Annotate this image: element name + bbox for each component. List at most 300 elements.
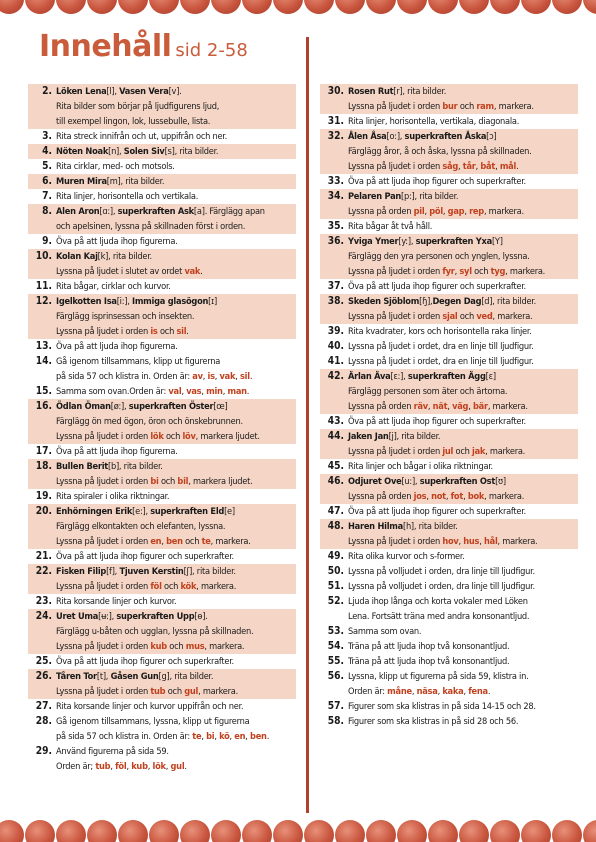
toc-entry (320, 564, 578, 579)
entry-line (348, 174, 576, 189)
highlight-word: tub (150, 686, 166, 697)
scallop-ball (118, 820, 148, 842)
highlight-word: ben (250, 731, 267, 742)
entry-text (348, 234, 576, 279)
figure-name: superkraften Ost (419, 476, 496, 487)
entry-text (348, 459, 576, 474)
entry-text (348, 279, 576, 294)
entry-number: 31. (327, 116, 344, 127)
entry-number: 33. (327, 176, 344, 187)
entry-number: 42. (327, 371, 344, 382)
highlight-word: kök (180, 581, 197, 592)
entry-line (56, 354, 294, 369)
figure-name: superkraften Åska (404, 131, 487, 142)
highlight-word: bok (467, 491, 485, 502)
text-segment: Färglägg elkontakten och elefanten, lyssna. (56, 521, 226, 532)
entry-number: 2. (42, 86, 52, 97)
text-segment: Rita bilder som börjar på ljudfigurens ljud, (56, 101, 220, 112)
text-segment: , markera. (210, 536, 251, 547)
entry-text (348, 429, 576, 459)
entry-line (348, 669, 576, 684)
highlight-word: gap (447, 206, 465, 217)
entry-line (56, 114, 294, 129)
entry-number: 34. (327, 191, 344, 202)
entry-text (348, 564, 576, 579)
entry-line (56, 264, 294, 279)
highlight-word: jos (413, 491, 427, 502)
text-segment: , (468, 401, 473, 412)
text-segment: , (110, 761, 116, 772)
highlight-word: löv (182, 431, 196, 442)
entry-line (348, 279, 576, 294)
highlight-word: is (207, 371, 215, 382)
entry-text (348, 324, 576, 339)
text-segment: Öva på att ljuda ihop figurerna. (56, 341, 178, 352)
entry-line (56, 474, 294, 489)
toc-entry (320, 339, 578, 354)
highlight-word: pöl (429, 206, 443, 217)
toc-entry (28, 384, 296, 399)
text-segment: Rita korsande linjer och kurvor uppifrån och ner. (56, 701, 244, 712)
toc-entry (320, 279, 578, 294)
entry-number: 16. (35, 401, 52, 412)
text-segment: och (165, 686, 185, 697)
text-segment: Rita cirklar, med- och motsols. (56, 161, 175, 172)
entry-line (348, 384, 576, 399)
entry-line (348, 429, 576, 444)
scallop-ball (273, 0, 303, 14)
text-segment: och (182, 536, 202, 547)
text-segment: på sida 57 och klistra in. Orden är: (56, 371, 193, 382)
entry-line (348, 219, 576, 234)
toc-entry (320, 219, 578, 234)
toc-entry (28, 459, 296, 489)
scallop-ball (521, 820, 551, 842)
text-segment: , (458, 161, 463, 172)
entry-text (56, 159, 294, 174)
entry-number: 12. (35, 296, 52, 307)
text-segment: Lyssna på ljudet i slutet av ordet (56, 266, 185, 277)
toc-entry (320, 669, 578, 699)
entry-text (56, 279, 294, 294)
scallop-ball (0, 0, 24, 14)
highlight-word: min (206, 386, 223, 397)
entry-line (56, 504, 294, 519)
figure-name: Bullen Berit (56, 461, 108, 472)
text-segment: , (245, 731, 251, 742)
figure-name: Degen Dag (432, 296, 482, 307)
text-segment: . (186, 326, 189, 337)
entry-text (56, 189, 294, 204)
entry-text (56, 339, 294, 354)
entry-line (348, 654, 576, 669)
entry-text (348, 84, 576, 114)
highlight-word: föl (115, 761, 127, 772)
entry-number: 43. (327, 416, 344, 427)
entry-text (56, 489, 294, 504)
toc-entry (28, 654, 296, 669)
figure-name: Nöten Noak (56, 146, 109, 157)
entry-line (56, 669, 294, 684)
scallop-ball (25, 0, 55, 14)
text-segment: [n], (108, 146, 124, 157)
entry-number: 8. (42, 206, 52, 217)
highlight-word: bi (150, 476, 159, 487)
highlight-word: man (227, 386, 247, 397)
text-segment: . (487, 686, 491, 697)
text-segment: , (126, 761, 132, 772)
toc-entry (320, 504, 578, 519)
highlight-word: kub (131, 761, 148, 772)
highlight-word: vak (184, 266, 201, 277)
entry-number: 4. (42, 146, 52, 157)
text-segment: [f], (106, 566, 120, 577)
entry-text (348, 714, 576, 729)
text-segment: Lyssna på ljudet i orden (348, 101, 443, 112)
figure-name: Jaken Jan (348, 431, 389, 442)
text-segment: [y:], (398, 236, 416, 247)
text-segment: [m], rita bilder. (106, 176, 165, 187)
entry-number: 52. (327, 596, 344, 607)
highlight-word: lök (152, 761, 166, 772)
highlight-word: tub (95, 761, 111, 772)
toc-entry (320, 459, 578, 474)
text-segment: Lyssna på orden (348, 206, 414, 217)
highlight-word: båt (480, 161, 496, 172)
entry-number: 18. (35, 461, 52, 472)
toc-entry (320, 174, 578, 189)
text-segment: och (453, 446, 472, 457)
text-segment: , (222, 386, 228, 397)
entry-line (56, 609, 294, 624)
entry-text (348, 354, 576, 369)
text-segment: Lyssna på ljudet i orden (56, 476, 151, 487)
highlight-word: sjal (442, 311, 458, 322)
text-segment: [ʃ], rita bilder. (183, 566, 236, 577)
text-segment: [o:], (386, 131, 405, 142)
entry-line (348, 534, 576, 549)
scallop-ball (242, 0, 272, 14)
entry-line (56, 249, 294, 264)
highlight-word: kaka (442, 686, 464, 697)
text-segment: Samma som ovan. (348, 626, 422, 637)
entry-text (348, 504, 576, 519)
text-segment: Gå igenom tillsammans, lyssna, klipp ut figurerna (56, 716, 250, 727)
highlight-word: kö (219, 731, 230, 742)
text-segment: [ɵ]. (194, 611, 208, 622)
highlight-word: hov (442, 536, 459, 547)
figure-name: Uret Uma (56, 611, 99, 622)
figure-name: Pelaren Pan (348, 191, 402, 202)
toc-entry (320, 624, 578, 639)
text-segment: , (458, 536, 464, 547)
entry-line (348, 144, 576, 159)
entry-text (56, 144, 294, 159)
entry-number: 25. (35, 656, 52, 667)
text-segment: , (464, 206, 470, 217)
text-segment: . (249, 371, 253, 382)
scallop-ball (552, 820, 582, 842)
text-segment: , markera. (492, 311, 533, 322)
text-segment: [ɛ] (485, 371, 496, 382)
text-segment: , (447, 401, 453, 412)
entry-text (56, 654, 294, 669)
text-segment: Lyssna på orden (348, 491, 414, 502)
text-segment: , (411, 686, 417, 697)
highlight-word: en (234, 731, 246, 742)
entry-line (348, 519, 576, 534)
text-segment: , (201, 731, 207, 742)
text-segment: . (516, 161, 519, 172)
entry-text (56, 609, 294, 654)
entry-line (56, 564, 294, 579)
text-segment: [a]. Färglägg apan (193, 206, 265, 217)
entry-text (56, 354, 294, 384)
highlight-word: ben (166, 536, 183, 547)
entry-text (348, 654, 576, 669)
entry-line (348, 609, 576, 624)
text-segment: Rita linjer, horisontella, vertikala, diagonala. (348, 116, 520, 127)
entry-line (56, 639, 294, 654)
text-segment: och (471, 266, 491, 277)
entry-line (348, 624, 576, 639)
text-segment: Öva på att ljuda ihop figurer och superkrafter. (348, 416, 526, 427)
toc-entry (320, 474, 578, 504)
toc-right-column (320, 84, 578, 729)
highlight-word: sil (239, 371, 250, 382)
scallop-ball (304, 820, 334, 842)
highlight-word: mus (185, 641, 205, 652)
toc-entry (28, 249, 296, 279)
text-segment: Lyssna på ljudet i orden (348, 266, 443, 277)
figure-name: Odjuret Ove (348, 476, 402, 487)
figure-name: superkraften Yxa (415, 236, 492, 247)
text-segment: och (457, 311, 477, 322)
text-segment: Öva på att ljuda ihop figurer och superkrafter. (348, 176, 526, 187)
entry-line (348, 474, 576, 489)
highlight-word: bur (442, 101, 458, 112)
text-segment: [g], rita bilder. (158, 671, 214, 682)
text-segment: och (157, 326, 177, 337)
figure-name: Fisken Filip (56, 566, 107, 577)
figure-name: Skeden Sjöblom (348, 296, 420, 307)
figure-name: Vasen Vera (119, 86, 169, 97)
text-segment: , (479, 536, 484, 547)
toc-entry (320, 234, 578, 279)
toc-entry (320, 654, 578, 669)
toc-entry (320, 294, 578, 324)
toc-entry (28, 159, 296, 174)
entry-line (56, 489, 294, 504)
highlight-word: av (192, 371, 203, 382)
toc-entry (320, 714, 578, 729)
text-segment: Lyssna på orden (348, 401, 414, 412)
text-segment: Öva på att ljuda ihop figurer och superkrafter. (348, 281, 526, 292)
figure-name: Rosen Rut (348, 86, 394, 97)
text-segment: , markera. (196, 581, 237, 592)
text-segment: , (235, 371, 240, 382)
text-segment: Färglägg u-båten och ugglan, lyssna på skillnaden. (56, 626, 254, 637)
entry-line (348, 129, 576, 144)
text-segment: , markera. (484, 491, 525, 502)
scallop-ball (25, 820, 55, 842)
highlight-word: tår (462, 161, 476, 172)
entry-number: 41. (327, 356, 344, 367)
highlight-word: mål (499, 161, 517, 172)
toc-entry (28, 174, 296, 189)
scallop-ball (304, 0, 334, 14)
entry-line (56, 189, 294, 204)
text-segment: [e:], (132, 506, 151, 517)
highlight-word: bär (472, 401, 488, 412)
toc-entry (320, 579, 578, 594)
text-segment: , (165, 761, 171, 772)
scallop-ball (459, 0, 489, 14)
entry-number: 11. (35, 281, 52, 292)
scallop-ball (180, 0, 210, 14)
entry-number: 49. (327, 551, 344, 562)
scallop-ball (87, 820, 117, 842)
scallop-ball (366, 820, 396, 842)
entry-number: 21. (35, 551, 52, 562)
entry-line (56, 99, 294, 114)
entry-line (56, 729, 294, 744)
highlight-word: räv (413, 401, 428, 412)
figure-name: Solen Siv (123, 146, 165, 157)
entry-number: 48. (327, 521, 344, 532)
text-segment: , markera. (198, 686, 238, 697)
text-segment: , markera. (493, 101, 534, 112)
text-segment: Figurer som ska klistras in på sida 14-15 och 28. (348, 701, 536, 712)
entry-number: 44. (327, 431, 344, 442)
entry-line (56, 294, 294, 309)
entry-text (348, 114, 576, 129)
text-segment: Lyssna på ljudet i orden (56, 686, 151, 697)
figure-name: Kolan Kaj (56, 251, 98, 262)
highlight-word: jak (471, 446, 486, 457)
text-segment: Lyssna på ljudet i orden (348, 446, 443, 457)
text-segment: Lyssna på ljudet i orden (56, 536, 151, 547)
highlight-word: fena (468, 686, 488, 697)
scallop-ball (335, 0, 365, 14)
text-segment: , (424, 206, 430, 217)
text-segment: Öva på att ljuda ihop figurerna. (56, 236, 178, 247)
entry-line (56, 579, 294, 594)
highlight-word: kub (150, 641, 167, 652)
scallop-ball (397, 820, 427, 842)
scallop-ball (335, 820, 365, 842)
entry-number: 38. (327, 296, 344, 307)
text-segment: , markera. (497, 536, 538, 547)
text-segment: Lyssna på volljudet i orden, dra linje till ljudfigur. (348, 566, 535, 577)
highlight-word: tyg (490, 266, 506, 277)
text-segment: Lena. Fortsätt träna med andra konsonantljud. (348, 611, 530, 622)
highlight-word: ram (476, 101, 494, 112)
toc-entry (320, 84, 578, 114)
text-segment: och (161, 581, 181, 592)
text-segment: på sida 57 och klistra in. Orden är: (56, 731, 193, 742)
entry-line (348, 564, 576, 579)
highlight-word: rep (469, 206, 484, 217)
text-segment: Lyssna på ljudet i ordet, dra en linje till ljudfigur. (348, 356, 534, 367)
text-segment: Lyssna på ljudet i orden (56, 326, 151, 337)
entry-number: 51. (327, 581, 344, 592)
entry-text (56, 669, 294, 699)
scallop-ball (273, 820, 303, 842)
entry-line (348, 99, 576, 114)
text-segment: Gå igenom tillsammans, klipp ut figurerna (56, 356, 221, 367)
text-segment: [ø:], (110, 401, 129, 412)
text-segment: , (202, 371, 208, 382)
entry-number: 45. (327, 461, 344, 472)
toc-entry (28, 609, 296, 654)
text-segment: och (163, 431, 183, 442)
entry-line (56, 684, 294, 699)
text-segment: till exempel lingon, lok, lussebulle, lista. (56, 116, 211, 127)
entry-line (56, 234, 294, 249)
entry-text (348, 174, 576, 189)
text-segment: [ʉ:], (98, 611, 117, 622)
text-segment: [p:], rita bilder. (401, 191, 459, 202)
text-segment: [ɪ] (208, 296, 217, 307)
highlight-word: jul (442, 446, 454, 457)
text-segment: [Y] (491, 236, 503, 247)
toc-entry (28, 744, 296, 774)
entry-line (348, 414, 576, 429)
entry-number: 26. (35, 671, 52, 682)
highlight-word: nät (432, 401, 448, 412)
entry-text (56, 699, 294, 714)
text-segment: Lyssna på ljudet i orden (56, 641, 151, 652)
highlight-word: lök (150, 431, 164, 442)
figure-name: Igelkotten Isa (56, 296, 117, 307)
toc-entry (320, 549, 578, 564)
highlight-word: väg (452, 401, 469, 412)
highlight-word: fot (450, 491, 464, 502)
text-segment: Färglägg ön med ögon, öron och önskebrunnen. (56, 416, 243, 427)
text-segment: Rita linjer och bågar i olika riktningar. (348, 461, 493, 472)
scallop-ball (180, 820, 210, 842)
scallop-ball (211, 0, 241, 14)
entry-number: 54. (327, 641, 344, 652)
entry-line (348, 579, 576, 594)
text-segment: [k], rita bilder. (97, 251, 152, 262)
entry-line (56, 534, 294, 549)
entry-line (348, 189, 576, 204)
entry-text (56, 204, 294, 234)
highlight-word: ved (476, 311, 493, 322)
entry-line (348, 339, 576, 354)
entry-number: 55. (327, 656, 344, 667)
scallop-ball (428, 0, 458, 14)
entry-line (56, 744, 294, 759)
scallop-ball (0, 820, 24, 842)
entry-line (348, 159, 576, 174)
text-segment: och (158, 476, 178, 487)
highlight-word: såg (442, 161, 458, 172)
entry-line (348, 444, 576, 459)
entry-line (348, 234, 576, 249)
highlight-word: syl (459, 266, 472, 277)
entry-text (56, 459, 294, 489)
toc-entry (28, 399, 296, 444)
text-segment: Rita korsande linjer och kurvor. (56, 596, 177, 607)
entry-number: 30. (327, 86, 344, 97)
highlight-word: hål (483, 536, 498, 547)
entry-text (56, 249, 294, 279)
text-segment: Lyssna på ljudet i orden (348, 161, 443, 172)
entry-line (56, 369, 294, 384)
